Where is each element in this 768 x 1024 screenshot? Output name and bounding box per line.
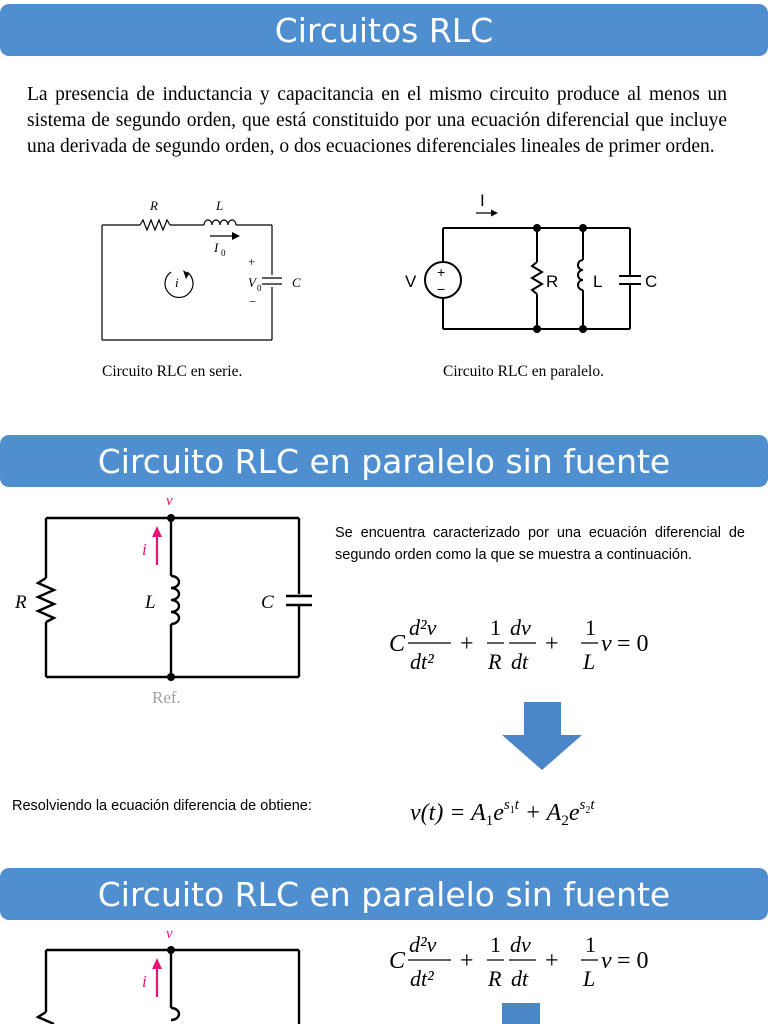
parallel-l-label: L <box>593 272 603 291</box>
parallel-plus-label: + <box>437 264 446 280</box>
c-label: C <box>261 592 274 613</box>
parallel-current-label: I <box>480 191 485 210</box>
series-minus-label: − <box>249 294 257 309</box>
svg-text:C: C <box>389 631 406 657</box>
svg-text:1: 1 <box>490 615 501 640</box>
svg-text:dv: dv <box>510 932 531 957</box>
parallel-minus-label: − <box>437 281 446 297</box>
node-voltage-label-2: v <box>166 926 173 942</box>
series-loop-label: i <box>175 275 179 290</box>
svg-text:L: L <box>583 649 596 674</box>
current-label: i <box>142 540 147 559</box>
svg-text:v: v <box>601 948 612 974</box>
svg-text:dt²: dt² <box>410 649 434 674</box>
r-label: R <box>15 592 27 613</box>
parallel-caption: Circuito RLC en paralelo. <box>443 363 604 380</box>
svg-text:d²v: d²v <box>409 932 437 957</box>
l-label: L <box>145 592 156 613</box>
svg-text:dt²: dt² <box>410 966 434 991</box>
svg-text:d²v: d²v <box>409 615 437 640</box>
series-voltage-sub: 0 <box>257 283 262 293</box>
intro-paragraph: La presencia de inductancia y capacitancia en el mismo circuito produce al menos un sistema de segundo orden, que está constituido por una ecuación diferencial que incluye una derivada de segundo orden, o dos ecuaciones diferenciales lineales de primer orden. <box>27 84 727 157</box>
description-paragraph: Se encuentra caracterizado por una ecuación diferencial de segundo orden como la que se muestra a continuación. <box>335 525 745 563</box>
svg-text:R: R <box>488 966 502 991</box>
svg-text:1: 1 <box>585 615 596 640</box>
parallel-source-label: V <box>405 272 417 291</box>
series-caption: Circuito RLC en serie. <box>102 363 243 380</box>
series-voltage-label: V <box>248 275 256 290</box>
series-plus-label: + <box>248 254 256 269</box>
svg-text:R: R <box>488 649 502 674</box>
series-c-label: C <box>292 275 301 290</box>
svg-text:+: + <box>545 631 559 657</box>
svg-text:dv: dv <box>510 615 531 640</box>
section-title-2: Circuito RLC en paralelo sin fuente <box>0 435 768 487</box>
svg-text:1: 1 <box>585 932 596 957</box>
svg-text:v(t) = A1es1t + A2es2t: $v(t) = A_1e^s1t + A_2e^s2t$ <box>410 797 595 829</box>
parallel-r-label: R <box>546 272 559 291</box>
node-voltage-label: v <box>166 493 173 509</box>
section-title-3: Circuito RLC en paralelo sin fuente <box>0 868 768 920</box>
series-current-sub: 0 <box>221 248 226 258</box>
svg-text:v: v <box>601 631 612 657</box>
series-current-label: I <box>214 240 219 255</box>
svg-text:dt: dt <box>511 966 529 991</box>
svg-text:dt: dt <box>511 649 529 674</box>
svg-text:L: L <box>583 966 596 991</box>
current-label-2: i <box>142 972 147 991</box>
solution-label: Resolviendo la ecuación diferencia de obtiene: <box>12 798 312 814</box>
reference-label: Ref. <box>152 688 181 707</box>
series-l-label: L <box>216 198 224 213</box>
series-r-label: R <box>150 198 158 213</box>
svg-text:= 0: = 0 <box>617 948 649 974</box>
parallel-c-label: C <box>645 272 658 291</box>
svg-text:= 0: = 0 <box>617 631 649 657</box>
svg-text:+: + <box>460 948 474 974</box>
differential-equation-2 <box>385 924 685 1004</box>
section-title-1: Circuitos RLC <box>0 4 768 56</box>
svg-text:+: + <box>460 631 474 657</box>
svg-text:1: 1 <box>490 932 501 957</box>
down-arrow-icon-partial <box>502 1003 540 1024</box>
svg-text:C: C <box>389 948 406 974</box>
svg-text:+: + <box>545 948 559 974</box>
